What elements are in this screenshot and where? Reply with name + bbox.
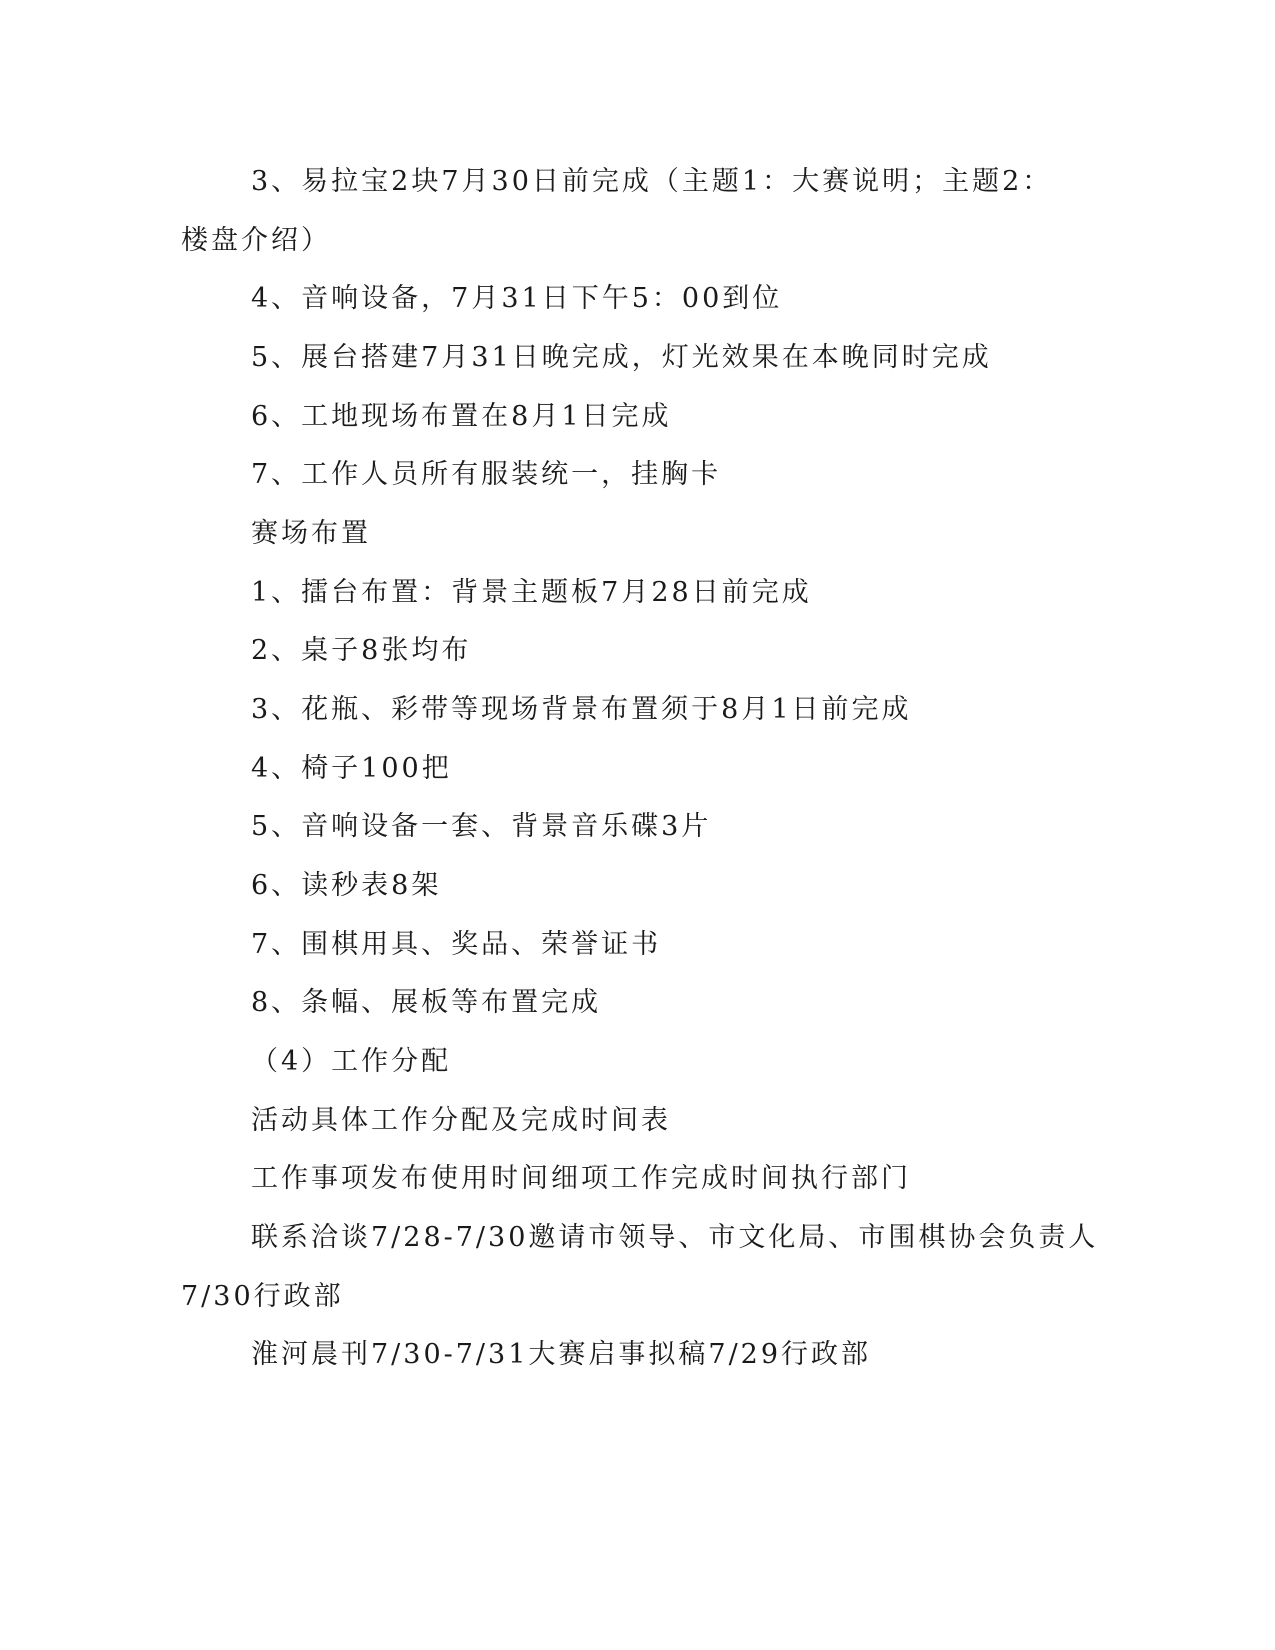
text-line-4: 5、展台搭建7月31日晚完成，灯光效果在本晚同时完成 <box>251 342 992 373</box>
text-line-9: 2、桌子8张均布 <box>251 635 472 666</box>
table-row-line-1: 联系洽谈7/28-7/30邀请市领导、市文化局、市围棋协会负责人 <box>251 1222 1099 1253</box>
subsection-heading: （4）工作分配 <box>251 1046 452 1077</box>
table-row-line-3: 淮河晨刊7/30-7/31大赛启事拟稿7/29行政部 <box>251 1339 872 1370</box>
text-line-14: 7、围棋用具、奖品、荣誉证书 <box>251 929 662 960</box>
text-line-6: 7、工作人员所有服装统一，挂胸卡 <box>251 459 722 490</box>
text-line-10: 3、花瓶、彩带等现场背景布置须于8月1日前完成 <box>251 694 912 725</box>
text-line-3: 4、音响设备，7月31日下午5：00到位 <box>251 283 783 314</box>
text-line-12: 5、音响设备一套、背景音乐碟3片 <box>251 811 712 842</box>
table-caption: 活动具体工作分配及完成时间表 <box>251 1105 671 1136</box>
text-line-15: 8、条幅、展板等布置完成 <box>251 987 602 1018</box>
text-line-13: 6、读秒表8架 <box>251 870 442 901</box>
text-line-8: 1、擂台布置：背景主题板7月28日前完成 <box>251 577 812 608</box>
section-heading: 赛场布置 <box>251 518 371 549</box>
table-row-line-2: 7/30行政部 <box>181 1281 344 1312</box>
text-line-1: 3、易拉宝2块7月30日前完成（主题1：大赛说明；主题2： <box>251 166 1053 197</box>
text-line-5: 6、工地现场布置在8月1日完成 <box>251 401 672 432</box>
text-line-2: 楼盘介绍） <box>181 225 331 256</box>
table-header-line: 工作事项发布使用时间细项工作完成时间执行部门 <box>251 1163 911 1194</box>
text-line-11: 4、椅子100把 <box>251 753 452 784</box>
